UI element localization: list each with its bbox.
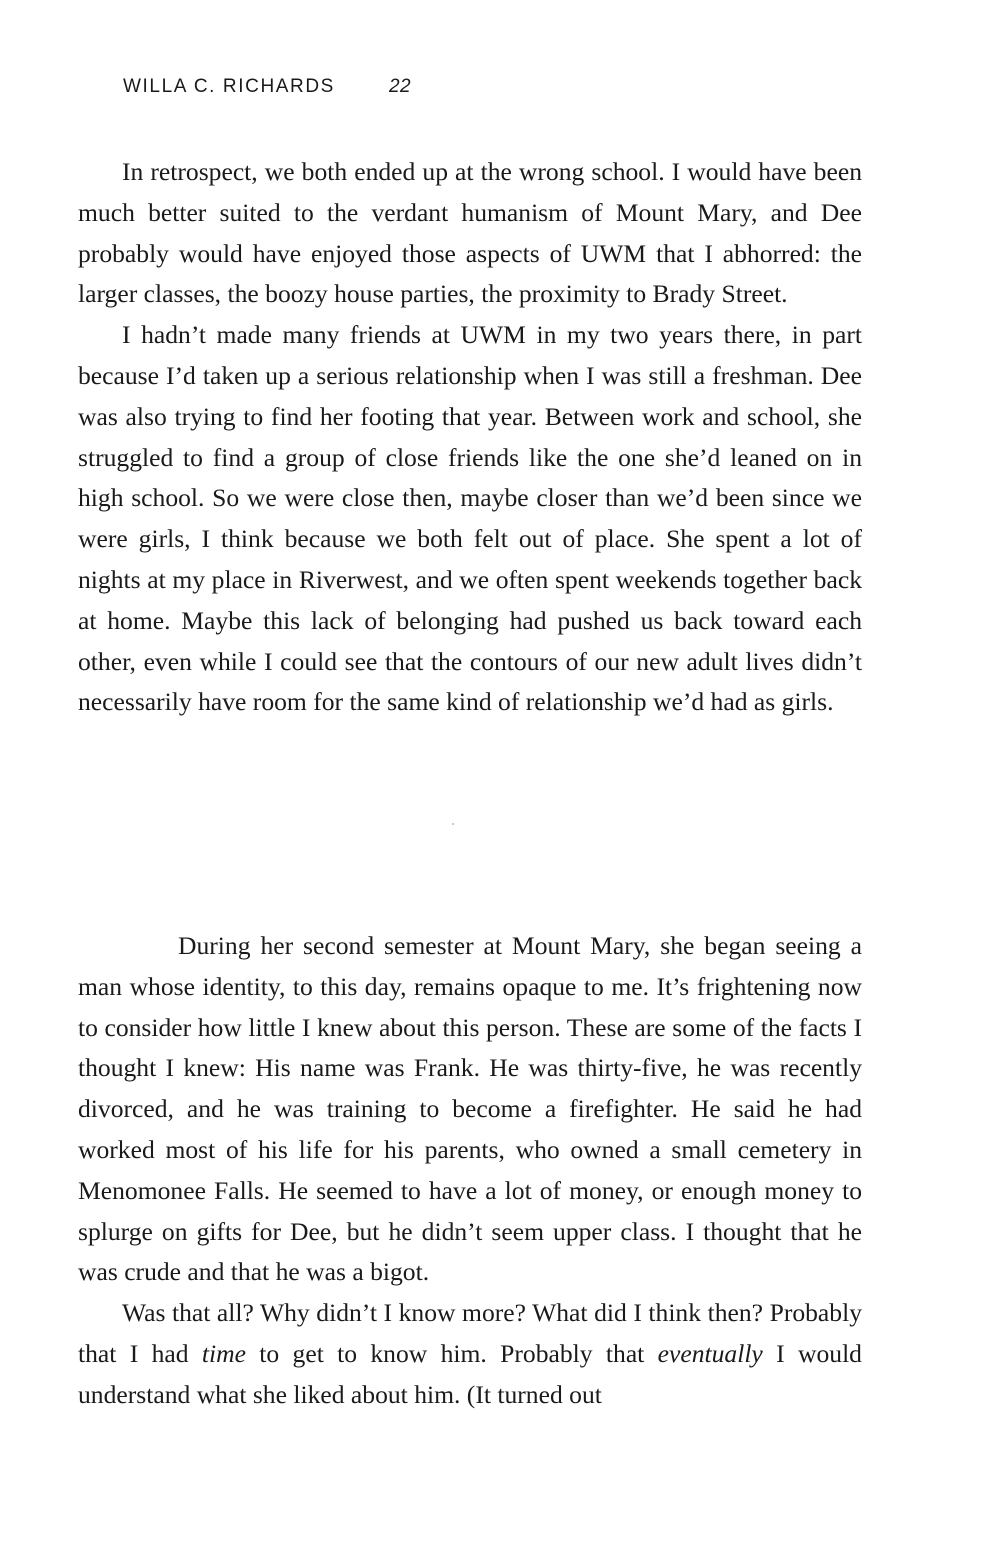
section-1: [78, 152, 862, 723]
page-number: 22: [388, 76, 412, 97]
stray-ink-mark: [452, 823, 454, 825]
author-name: WILLA C. RICHARDS: [123, 76, 335, 97]
section-2: [78, 926, 862, 1416]
text-run: Was that all? Why didn’t I know more? What did I think then? Probably that I had: [78, 1298, 862, 1368]
running-head: [123, 76, 411, 98]
paragraph: I hadn’t made many friends at UWM in my two years there, in part because I’d taken up a serious relationship when I was still a freshman. Dee was also trying to find her footing that year. Between work and school, she struggled to find a group of close friends like the one she’d leaned on in high school. So we were close then, maybe closer than we’d been since we were girls, I think because we both felt out of place. She spent a lot of nights at my place in Riverwest, and we often spent weekends together back at home. Maybe this lack of belonging had pushed us back toward each other, even while I could see that the contours of our new adult lives didn’t necessarily have room for the same kind of relationship we’d had as girls.: [78, 320, 862, 717]
text-run: I would understand what she liked about him. (It turned out: [78, 1338, 862, 1409]
emphasis-eventually: eventually: [657, 1338, 763, 1368]
paragraph: [78, 1293, 862, 1415]
emphasis-time: time: [201, 1338, 246, 1368]
paragraph: In retrospect, we both ended up at the wrong school. I would have been much better suited to the verdant humanism of Mount Mary, and Dee probably would have enjoyed those aspects of UWM that I abhorred: the larger classes, the boozy house parties, the proximity to Brady Street.: [78, 157, 862, 309]
paragraph: During her second semester at Mount Mary, she began seeing a man whose identity, to this day, remains opaque to me. It’s frightening now to consider how little I knew about this person. These are some of the facts I thought I knew: His name was Frank. He was thirty-five, he was recently divorced, and he was training to become a firefighter. He said he had worked most of his life for his parents, who owned a small cemetery in Menomonee Falls. He seemed to have a lot of money, or enough money to splurge on gifts for Dee, but he didn’t seem upper class. I thought that he was crude and that he was a bigot.: [78, 931, 862, 1287]
text-run: to get to know him. Probably that: [245, 1338, 658, 1368]
